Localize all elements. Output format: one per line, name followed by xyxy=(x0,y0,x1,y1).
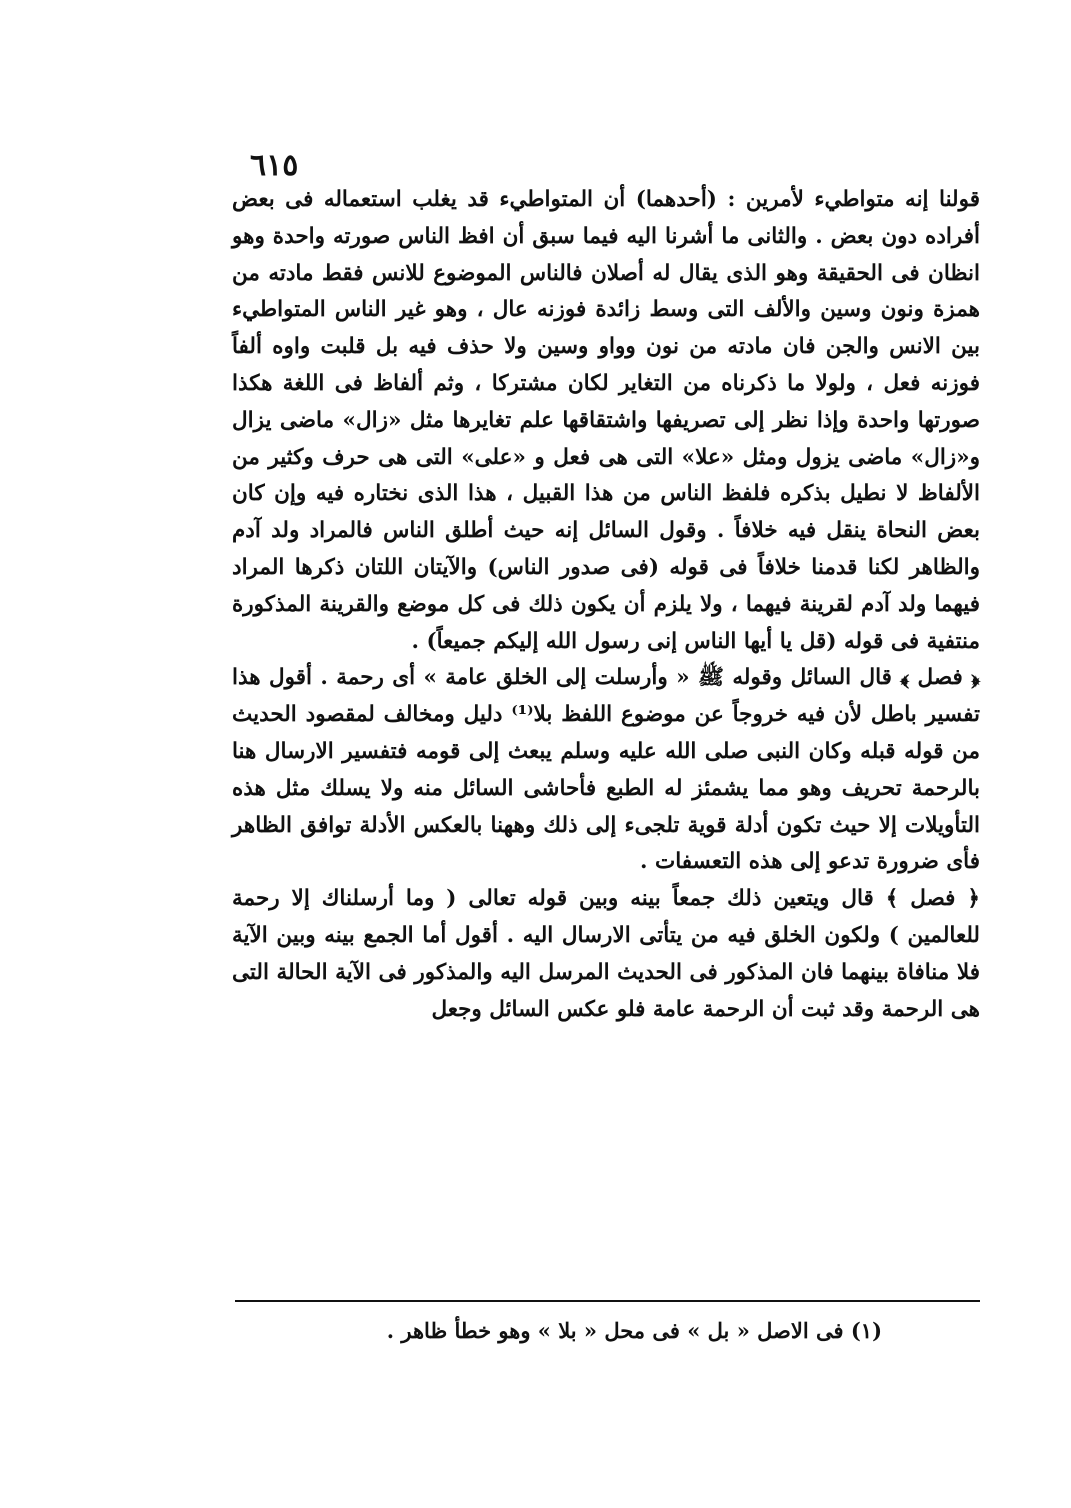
paragraph: ﴿ فصل ﴾ قال السائل وقوله ﷺ « وأرسلت إلى الخلق عامة » أى رحمة . أقول هذا تفسير باطل لأن فيه خروجاً عن موضوع اللفظ بلا⁽¹⁾ دليل ومخالف لمقصود الحديث من قوله قبله وكان النبى صلى الله عليه وسلم يبعث إلى قومه فتفسير الارسال هنا بالرحمة تحريف وهو مما يشمئز له الطبع فأحاشى السائل منه ولا يسلك مثل هذه التأويلات إلا حيث تكون أدلة قوية تلجىء إلى ذلك وههنا بالعكس الأدلة توافق الظاهر فأى ضرورة تدعو إلى هذه التعسفات . xyxy=(232,665,980,875)
page-number: ٦١٥ xyxy=(250,148,299,183)
paragraph: ﴿ فصل ﴾ قال ويتعين ذلك جمعاً بينه وبين قوله تعالى ( وما أرسلناك إلا رحمة للعالمين ) ولكون الخلق فيه من يتأتى الارسال اليه . أقول أما الجمع بينه وبين الآية فلا منافاة بينهما فان المذكور فى الحديث المرسل اليه والمذكور فى الآية الحالة التى هى الرحمة وقد ثبت أن الرحمة عامة فلو عكس السائل وجعل xyxy=(232,886,980,1022)
footnote: (١) فى الاصل « بل » فى محل « بلا » وهو خطأ ظاهر . xyxy=(386,1318,882,1343)
footnote-divider xyxy=(235,1300,980,1302)
paragraph: قولنا إنه متواطيء لأمرين : (أحدهما) أن المتواطيء قد يغلب استعماله فى بعض أفراده دون بعض . والثانى ما أشرنا اليه فيما سبق أن افظ الناس صورته واحدة وهو انظان فى الحقيقة وهو الذى يقال له أصلان فالناس الموضوع للانس فقط مادته من همزة ونون وسين والألف التى وسط زائدة فوزنه عال ، وهو غير الناس المتواطيء بين الانس والجن فان مادته من نون وواو وسين ولا حذف فيه بل قلبت واوه ألفاً فوزنه فعل ، ولولا ما ذكرناه من التغاير لكان مشتركا ، وثم ألفاظ فى اللغة هكذا صورتها واحدة وإذا نظر إلى تصريفها واشتقاقها علم تغايرها مثل «زال» ماضى يزال و«زال» ماضى يزول ومثل «علا» التى هى فعل و «على» التى هى حرف وكثير من الألفاظ لا نطيل بذكره فلفظ الناس من هذا القبيل ، هذا الذى نختاره فيه وإن كان بعض النحاة ينقل فيه خلافاً . وقول السائل إنه حيث أطلق الناس فالمراد ولد آدم والظاهر لكنا قدمنا خلافاً فى قوله (فى صدور الناس) والآيتان اللتان ذكرها المراد فيهما ولد آدم لقرينة فيهما ، ولا يلزم أن يكون ذلك فى كل موضع والقرينة المذكورة منتفية فى قوله (قل يا أيها الناس إنى رسول الله إليكم جميعاً) . xyxy=(232,187,980,654)
body-text xyxy=(232,182,980,1028)
